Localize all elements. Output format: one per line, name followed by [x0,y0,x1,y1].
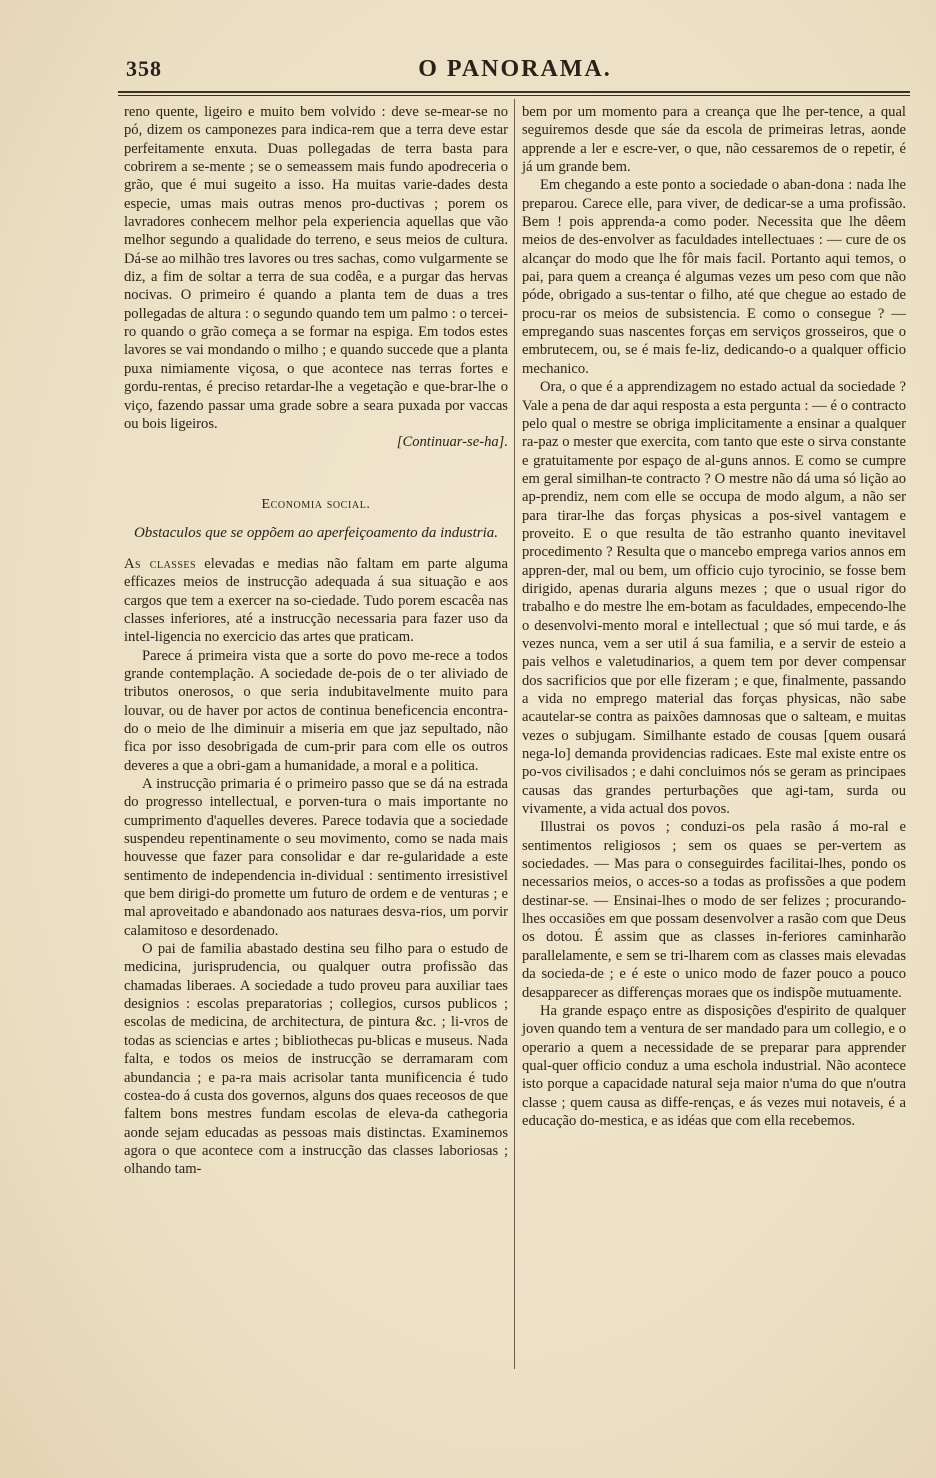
section-heading: Economia social. [261,496,371,512]
page-number: 358 [126,56,162,81]
journal-title: O PANORAMA. [418,56,612,82]
continued-paragraph: reno quente, ligeiro e muito bem volvido : deve se-mear-se no pó, dizem os camponezes para indica-rem que a terra deve estar perfeitamente enxuta. Duas pollegadas de terra basta para cobrirem a se-mente ; se o semeassem mais fundo apodreceria o grão, que é mui sugeito a isso. Ha muitas varie-dades desta especie, umas mais outras menos pro-ductivas ; porem os lavradores conhecem melhor pela experiencia aquellas que vão melhor segundo a qualidade do terreno, e seus meios de cultura. Dá-se ao milhão tres lavores ou tres sachas, como vulgarmente se diz, a fim de soltar a terra de sua codêa, e a purgar das hervas nocivas. O primeiro é quando a planta tem de duas a tres pollegadas de altura : o segundo quando tem um palmo : o tercei-ro quando o grão começa a se formar na espiga. Em todos estes lavores se vai mondando o milho ; e quando succede que a planta puxa nimiamente viçosa, o que acontece nas terras fortes e gordu-rentas, é preciso retardar-lhe a vegetação e que-brar-lhe o viço, fazendo passar uma grade sobre a seara puxada por vaccas ou bois ligeiros. [124,104,508,432]
page-header [122,56,908,86]
article-paragraph: Em chegando a este ponto a sociedade o aban-dona : nada lhe preparou. Carece elle, para viver, de dedicar-se a uma profissão. Bem ! pois apprenda-a como poder. Necessita que lhe dêem meios de des-envolver as faculdades intellectuaes : — cure de os alcançar do modo que lhe fôr mais facil. Portanto aqui temos, o pai, para quem a creança é algumas vezes um peso com que não póde, obrigado a sus-tentar o filho, até que chegue ao estado de procu-rar os meios de subsistencia. E como o consegue ? — empregando suas nascentes forças em serviços grosseiros, que o embrutecem, ou, se é mais fe-liz, dedicando-o a qualquer officio mechanico. [522,177,906,377]
article-paragraph: Ha grande espaço entre as disposições d'espirito de qualquer joven quando tem a ventura de ser mandado para um collegio, e o operario a quem a necessidade de se preparar para apprender qual-quer officio conduz a uma eschola industrial. Não acontece isto porque a capacidade natural seja maior n'uma do que n'outra classe ; quem causa as diffe-renças, e ás vezes mui notaveis, é a educação do-mestica, e as idéas que com ella recebemos. [522,1002,906,1129]
article-paragraph: Illustrai os povos ; conduzi-os pela rasão á mo-ral e sentimentos religiosos ; sem os quaes se per-vertem as sociedades. — Mas para o conseguirdes facilitai-lhes, pondo os necessarios meios, o acces-so a todas as profissões a que podem destinar-se. — Ensinai-lhes o modo de ser felizes ; procurando-lhes occasiões em que possam desenvolver a rasão com que Deus os dotou. É assim que as classes in-feriores caminharão parallelamente, e sem se tri-lharem com as classes mais elevadas da socieda-de ; e é este o unico modo de fazer pouco a pouco desapparecer as differenças moraes que os indispõe mutuamente. [522,819,906,1001]
continuation-note: [Continuar-se-ha]. [396,434,508,451]
article-title: Obstaculos que se oppõem ao aperfeiçoamento da industria. [133,524,499,541]
article-paragraph: Parece á primeira vista que a sorte do povo me-rece a todos grande contemplação. A sociedade de-pois de o ter aliviado de tributos onerosos, o que seria indubitavelmente muito para louvar, ou de haver por actos de continua beneficencia encontra-do o meio de lhe diminuir a miseria em que jaz sepultado, não fica por isso desobrigada de cum-prir para com elle os outros deveres a que a obri-gam a humanidade, a moral e a politica. [124,647,508,774]
article-paragraph: bem por um momento para a creança que lhe per-tence, a qual seguiremos desde que sáe da escola de primeiras letras, aonde apprende a ler e escre-ver, o que, não cessaremos de o repetir, é já um grande bem. [522,104,906,176]
lead-caps: As classes [124,555,197,572]
header-rule [118,91,910,96]
lead-paragraph-text: elevadas e medias não faltam em parte alguma efficazes meios de instrucção adequada á sua situação e aos cargos que tem a exercer na so-ciedade. Tudo porem escacêa nas classes inferiores, até a instrucção necessaria para fazer uso da intel-ligencia no exercicio das artes que praticam. [124,555,508,646]
right-column [522,103,906,1130]
column-divider [514,99,515,1369]
article-paragraph: O pai de familia abastado destina seu filho para o estudo de medicina, jurisprudencia, ou qualquer outra profissão das chamadas liberaes. A sociedade a tudo proveu para auxiliar taes designios : escolas preparatorias ; collegios, cursos publicos ; escolas de medicina, de architectura, de pintura &c. ; li-vros de todas as sciencias e artes ; bibliothecas pu-blicas e museus. Nada falta, e todos os meios de instrucção se derramaram com abundancia ; e pa-ra mais acrisolar tanta munificencia é tudo costea-do á custa dos governos, alguns dos quaes receosos de que faltem bons mestres fundam escolas de eleva-da cathegoria aonde sejam educadas as pessoas mais distinctas. Examinemos agora o que acontece com a instrucção das classes laboriosas ; olhando tam- [124,941,508,1178]
left-column [124,103,508,1179]
section-spacer [124,452,508,482]
article-paragraph: A instrucção primaria é o primeiro passo que se dá na estrada do progresso intellectual, e porven-tura o mais importante no cumprimento d'aquelles deveres. Parece todavia que a sociedade suspendeu repentinamente o seu movimento, como se nada mais houvesse que fazer para consolidar e dar re-gularidade a este sentimento de independencia in-dividual : sentimento irresistivel que bem dirigi-do promette um futuro de ordem e de venturas ; e mal aproveitado e abandonado aos naturaes desva-rios, um porvir calamitoso e desordenado. [124,776,508,939]
article-paragraph [124,555,508,647]
article-paragraph: Ora, o que é a apprendizagem no estado actual da sociedade ? Vale a pena de dar aqui resposta a esta pergunta : — é o contracto pelo qual o mestre se obriga implicitamente a ensinar a qualquer ra-paz o mester que exercita, com tanto que este o sirva constante e gratuitamente por espaço de al-guns annos. E como se cumpre em geral similhan-te contracto ? O mestre não dá uma só lição ao ap-prendiz, nem com elle se occupa de modo algum, a não ser para tirar-lhe das forças physicas a pos-sivel vantagem e proveito. E o que resulta de tão estranho quanto inevitavel procedimento ? Resulta que o mancebo emprega varios annos em appren-der, mal ou bem, um officio cujo tyrocinio, se fosse bem dirigido, apenas duraria alguns mezes ; que o usual rigor do trabalho e do mestre lhe em-botam as faculdades, empecendo-lhe o desenvolvi-mento moral e intellectual ; que só mui tarde, e ás vezes nunca, vem a ser util á sua familia, e a servir de esteio a pais velhos e valetudinarios, a quem tem por dever compensar dos sacrificios que por elle fizeram ; e que, finalmente, passando a vida no emprego material das forças physicas, não sabe acautelar-se contra as paixões damnosas que o salteam, e muitas vezes o subjugam. Similhante estado de cousas [quem ousará nega-lo] demanda providencias radicaes. Este mal existe entre os po-vos civilisados ; e dahi concluimos nós se geram as principaes causas das grandes perturbações que agi-tam, surda ou vivamente, a vida actual dos povos. [522,379,906,818]
